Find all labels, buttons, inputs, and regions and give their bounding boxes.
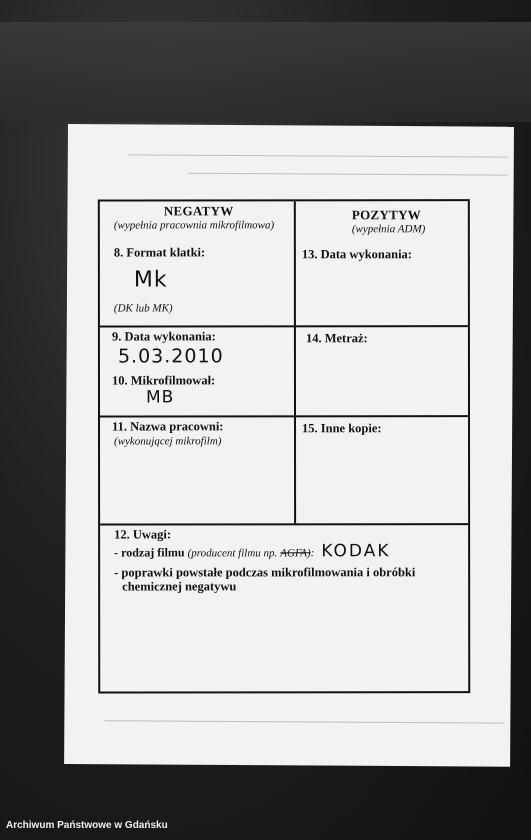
film-type-colon: : — [310, 547, 315, 560]
corrections-line-1: - poprawki powstałe podczas mikrofilmowania i obróbki — [114, 565, 416, 580]
format-hint: (DK lub MK) — [113, 302, 173, 315]
film-type-hint: (producent filmu np. — [187, 547, 278, 560]
archive-watermark: Archiwum Państwowe w Gdańsku — [6, 820, 168, 831]
pozytyw-subheading: (wypełnia ADM) — [351, 223, 426, 236]
microfilm-form — [98, 199, 470, 693]
lab-name-hint: (wykonującej mikrofilm) — [114, 435, 222, 448]
microfilm-form-sheet — [64, 124, 514, 767]
pozytyw-heading: POZYTYW — [351, 207, 422, 223]
pozytyw-date-label: 13. Data wykonania: — [301, 247, 412, 262]
format-value-handwritten: Mk — [133, 267, 168, 293]
corrections-line-2: chemicznej negatywu — [122, 579, 237, 594]
scan-streak — [188, 173, 508, 176]
film-type-hint-struck: AGFA) — [280, 547, 311, 560]
film-type-prefix: - rodzaj filmu — [114, 545, 185, 560]
format-label: 8. Format klatki: — [113, 245, 206, 260]
operator-value-handwritten: MB — [145, 387, 175, 408]
column-divider — [294, 201, 296, 523]
row-divider — [100, 325, 468, 327]
scan-top-band — [0, 22, 531, 122]
negatyw-date-value-handwritten: 5.03.2010 — [117, 345, 224, 368]
film-type-value-handwritten: KODAK — [321, 541, 391, 562]
negatyw-heading: NEGATYW — [163, 203, 234, 219]
remarks-label: 12. Uwagi: — [114, 527, 172, 542]
operator-label: 10. Mikrofilmował: — [111, 373, 216, 388]
row-divider — [100, 523, 468, 525]
scan-streak — [128, 154, 508, 157]
row-divider — [100, 415, 468, 417]
negatyw-date-label: 9. Data wykonania: — [111, 329, 216, 344]
negatyw-subheading: (wypełnia pracownia mikrofilmowa) — [113, 219, 275, 232]
length-label: 14. Metraż: — [305, 331, 368, 346]
lab-name-label: 11. Nazwa pracowni: — [112, 419, 224, 434]
other-copies-label: 15. Inne kopie: — [302, 421, 382, 436]
film-type-line — [114, 541, 390, 561]
scan-streak — [104, 720, 504, 723]
